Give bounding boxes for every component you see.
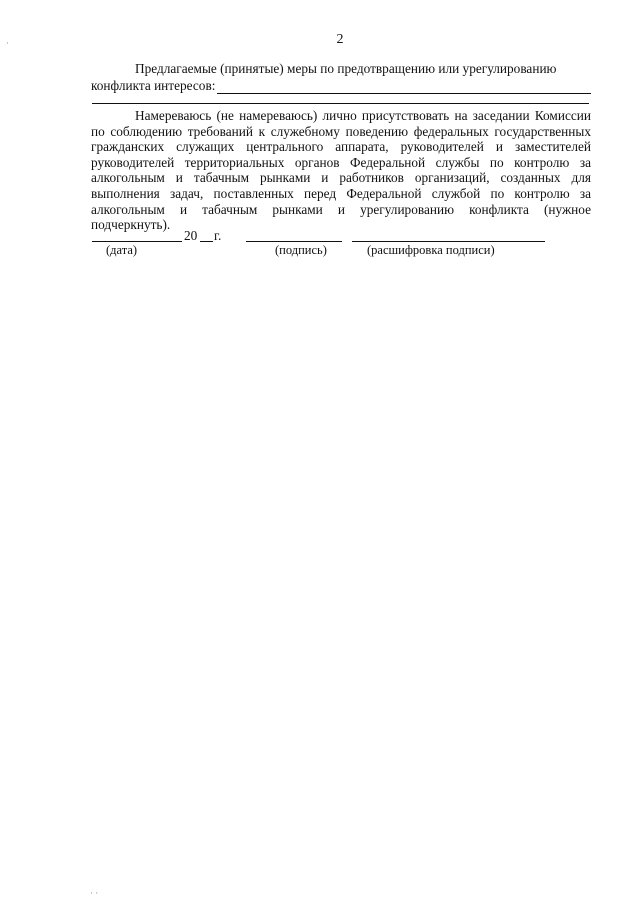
attendance-text: Намереваюсь (не намереваюсь) лично присутствовать на заседании Комиссии по соблюдению требований к служебному поведению федеральных государственных гражданских служащих центрального аппарата, руководителей и заместителей руководителей территориальных органов Федеральной службы по контролю за алкогольным и табачным рынками и работников организаций, созданных для выполнения задач, поставленных перед Федеральной службой по контролю за алкогольным и табачным рынками и урегулированию конфликта (нужное подчеркнуть). — [91, 108, 591, 233]
date-fill-line[interactable] — [92, 228, 182, 242]
year-fill-line[interactable] — [200, 228, 213, 242]
blank-fill-line[interactable] — [92, 103, 589, 104]
date-label: (дата) — [106, 243, 138, 257]
measures-text: Предлагаемые (принятые) меры по предотвращению или урегулированию — [135, 61, 557, 76]
conflict-interests-label: конфликта интересов: — [91, 78, 216, 93]
year-prefix: 20 — [184, 228, 198, 243]
page-number: 2 — [336, 32, 344, 47]
scan-mark: · · — [90, 888, 99, 898]
year-suffix: г. — [214, 228, 222, 243]
scan-mark: · — [6, 38, 9, 48]
signature-label: (подпись) — [275, 243, 327, 257]
decoding-label: (расшифровка подписи) — [367, 243, 495, 257]
conflict-interests-line — [91, 78, 591, 94]
measures-paragraph — [91, 61, 591, 77]
attendance-paragraph — [91, 108, 591, 233]
decoding-fill-line[interactable] — [352, 228, 545, 242]
signature-fill-line[interactable] — [246, 228, 342, 242]
conflict-interests-fill-line[interactable] — [217, 81, 591, 94]
signature-row — [92, 228, 552, 244]
